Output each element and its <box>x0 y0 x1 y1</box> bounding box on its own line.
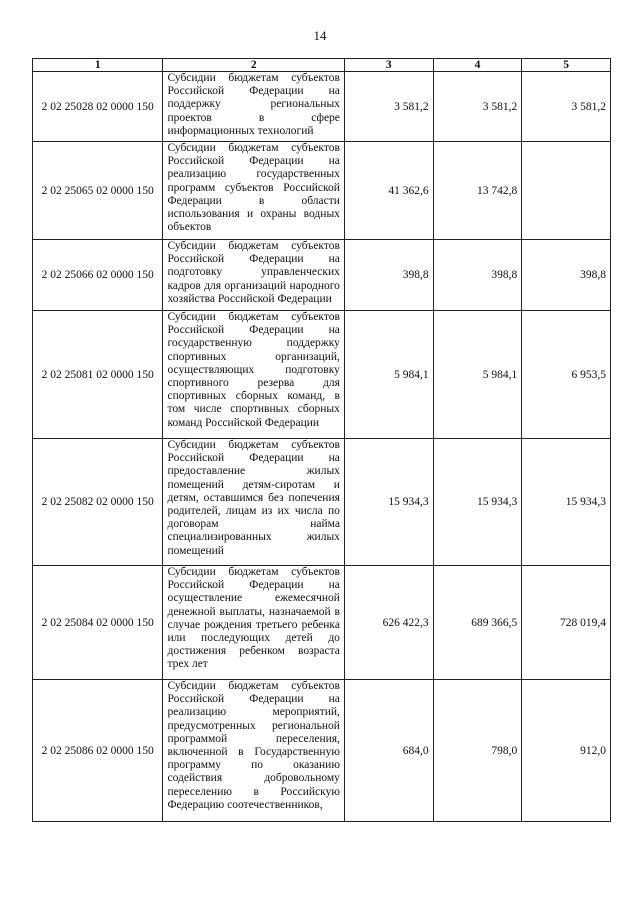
row-value-col3: 398,8 <box>344 240 433 311</box>
table-row <box>33 72 611 142</box>
row-value-col4: 13 742,8 <box>433 142 522 240</box>
row-value-col5: 3 581,2 <box>522 72 611 142</box>
row-value-col4: 15 934,3 <box>433 439 522 566</box>
row-value-col5: 6 953,5 <box>522 311 611 439</box>
row-code: 2 02 25086 02 0000 150 <box>33 680 163 822</box>
header-col-1: 1 <box>33 59 163 72</box>
row-value-col4: 798,0 <box>433 680 522 822</box>
table-row <box>33 680 611 822</box>
row-code: 2 02 25065 02 0000 150 <box>33 142 163 240</box>
row-value-col5: 728 019,4 <box>522 566 611 680</box>
row-value-col3: 5 984,1 <box>344 311 433 439</box>
row-code: 2 02 25081 02 0000 150 <box>33 311 163 439</box>
table-header-row <box>33 59 611 72</box>
row-description: Субсидии бюджетам субъектов Российской Федерации на осуществление ежемесячной денежной выплаты, назначаемой в случае рождения третьего ребенка или последующих детей до достижения ребенком возраста трех лет <box>163 566 344 680</box>
row-description: Субсидии бюджетам субъектов Российской Федерации на подготовку управленческих кадров для организаций народного хозяйства Российской Федерации <box>163 240 344 311</box>
row-code: 2 02 25082 02 0000 150 <box>33 439 163 566</box>
row-value-col3: 15 934,3 <box>344 439 433 566</box>
header-col-5: 5 <box>522 59 611 72</box>
page-number: 14 <box>313 28 327 43</box>
row-value-col3: 3 581,2 <box>344 72 433 142</box>
row-value-col3: 41 362,6 <box>344 142 433 240</box>
row-description: Субсидии бюджетам субъектов Российской Федерации на предоставление жилых помещений детям-сиротам и детям, оставшимся без попечения родителей, лицам из их числа по договорам найма специализированных жилых помещений <box>163 439 344 566</box>
budget-table <box>32 58 611 822</box>
row-value-col4: 689 366,5 <box>433 566 522 680</box>
row-value-col5 <box>522 142 611 240</box>
row-description: Субсидии бюджетам субъектов Российской Федерации на поддержку региональных проектов в сфере информационных технологий <box>163 72 344 142</box>
row-code: 2 02 25028 02 0000 150 <box>33 72 163 142</box>
header-col-4: 4 <box>433 59 522 72</box>
header-col-3: 3 <box>344 59 433 72</box>
table-row <box>33 311 611 439</box>
row-value-col5: 912,0 <box>522 680 611 822</box>
row-value-col5: 398,8 <box>522 240 611 311</box>
row-value-col3: 684,0 <box>344 680 433 822</box>
row-value-col3: 626 422,3 <box>344 566 433 680</box>
row-value-col4: 398,8 <box>433 240 522 311</box>
row-code: 2 02 25084 02 0000 150 <box>33 566 163 680</box>
row-value-col4: 5 984,1 <box>433 311 522 439</box>
row-description: Субсидии бюджетам субъектов Российской Федерации на государственную поддержку спортивных организаций, осуществляющих подготовку спортивного резерва для спортивных сборных команд, в том числе спортивных сборных команд Российской Федерации <box>163 311 344 439</box>
table-row <box>33 142 611 240</box>
row-code: 2 02 25066 02 0000 150 <box>33 240 163 311</box>
table-row <box>33 439 611 566</box>
table-row <box>33 566 611 680</box>
row-value-col5: 15 934,3 <box>522 439 611 566</box>
row-value-col4: 3 581,2 <box>433 72 522 142</box>
table-row <box>33 240 611 311</box>
header-col-2: 2 <box>163 59 344 72</box>
row-description: Субсидии бюджетам субъектов Российской Федерации на реализацию государственных программ субъектов Российской Федерации в области использования и охраны водных объектов <box>163 142 344 240</box>
row-description: Субсидии бюджетам субъектов Российской Федерации на реализацию мероприятий, предусмотренных региональной программой переселения, включенной в Государственную программу по оказанию содействия добровольному переселению в Российскую Федерацию соотечественников, <box>163 680 344 822</box>
